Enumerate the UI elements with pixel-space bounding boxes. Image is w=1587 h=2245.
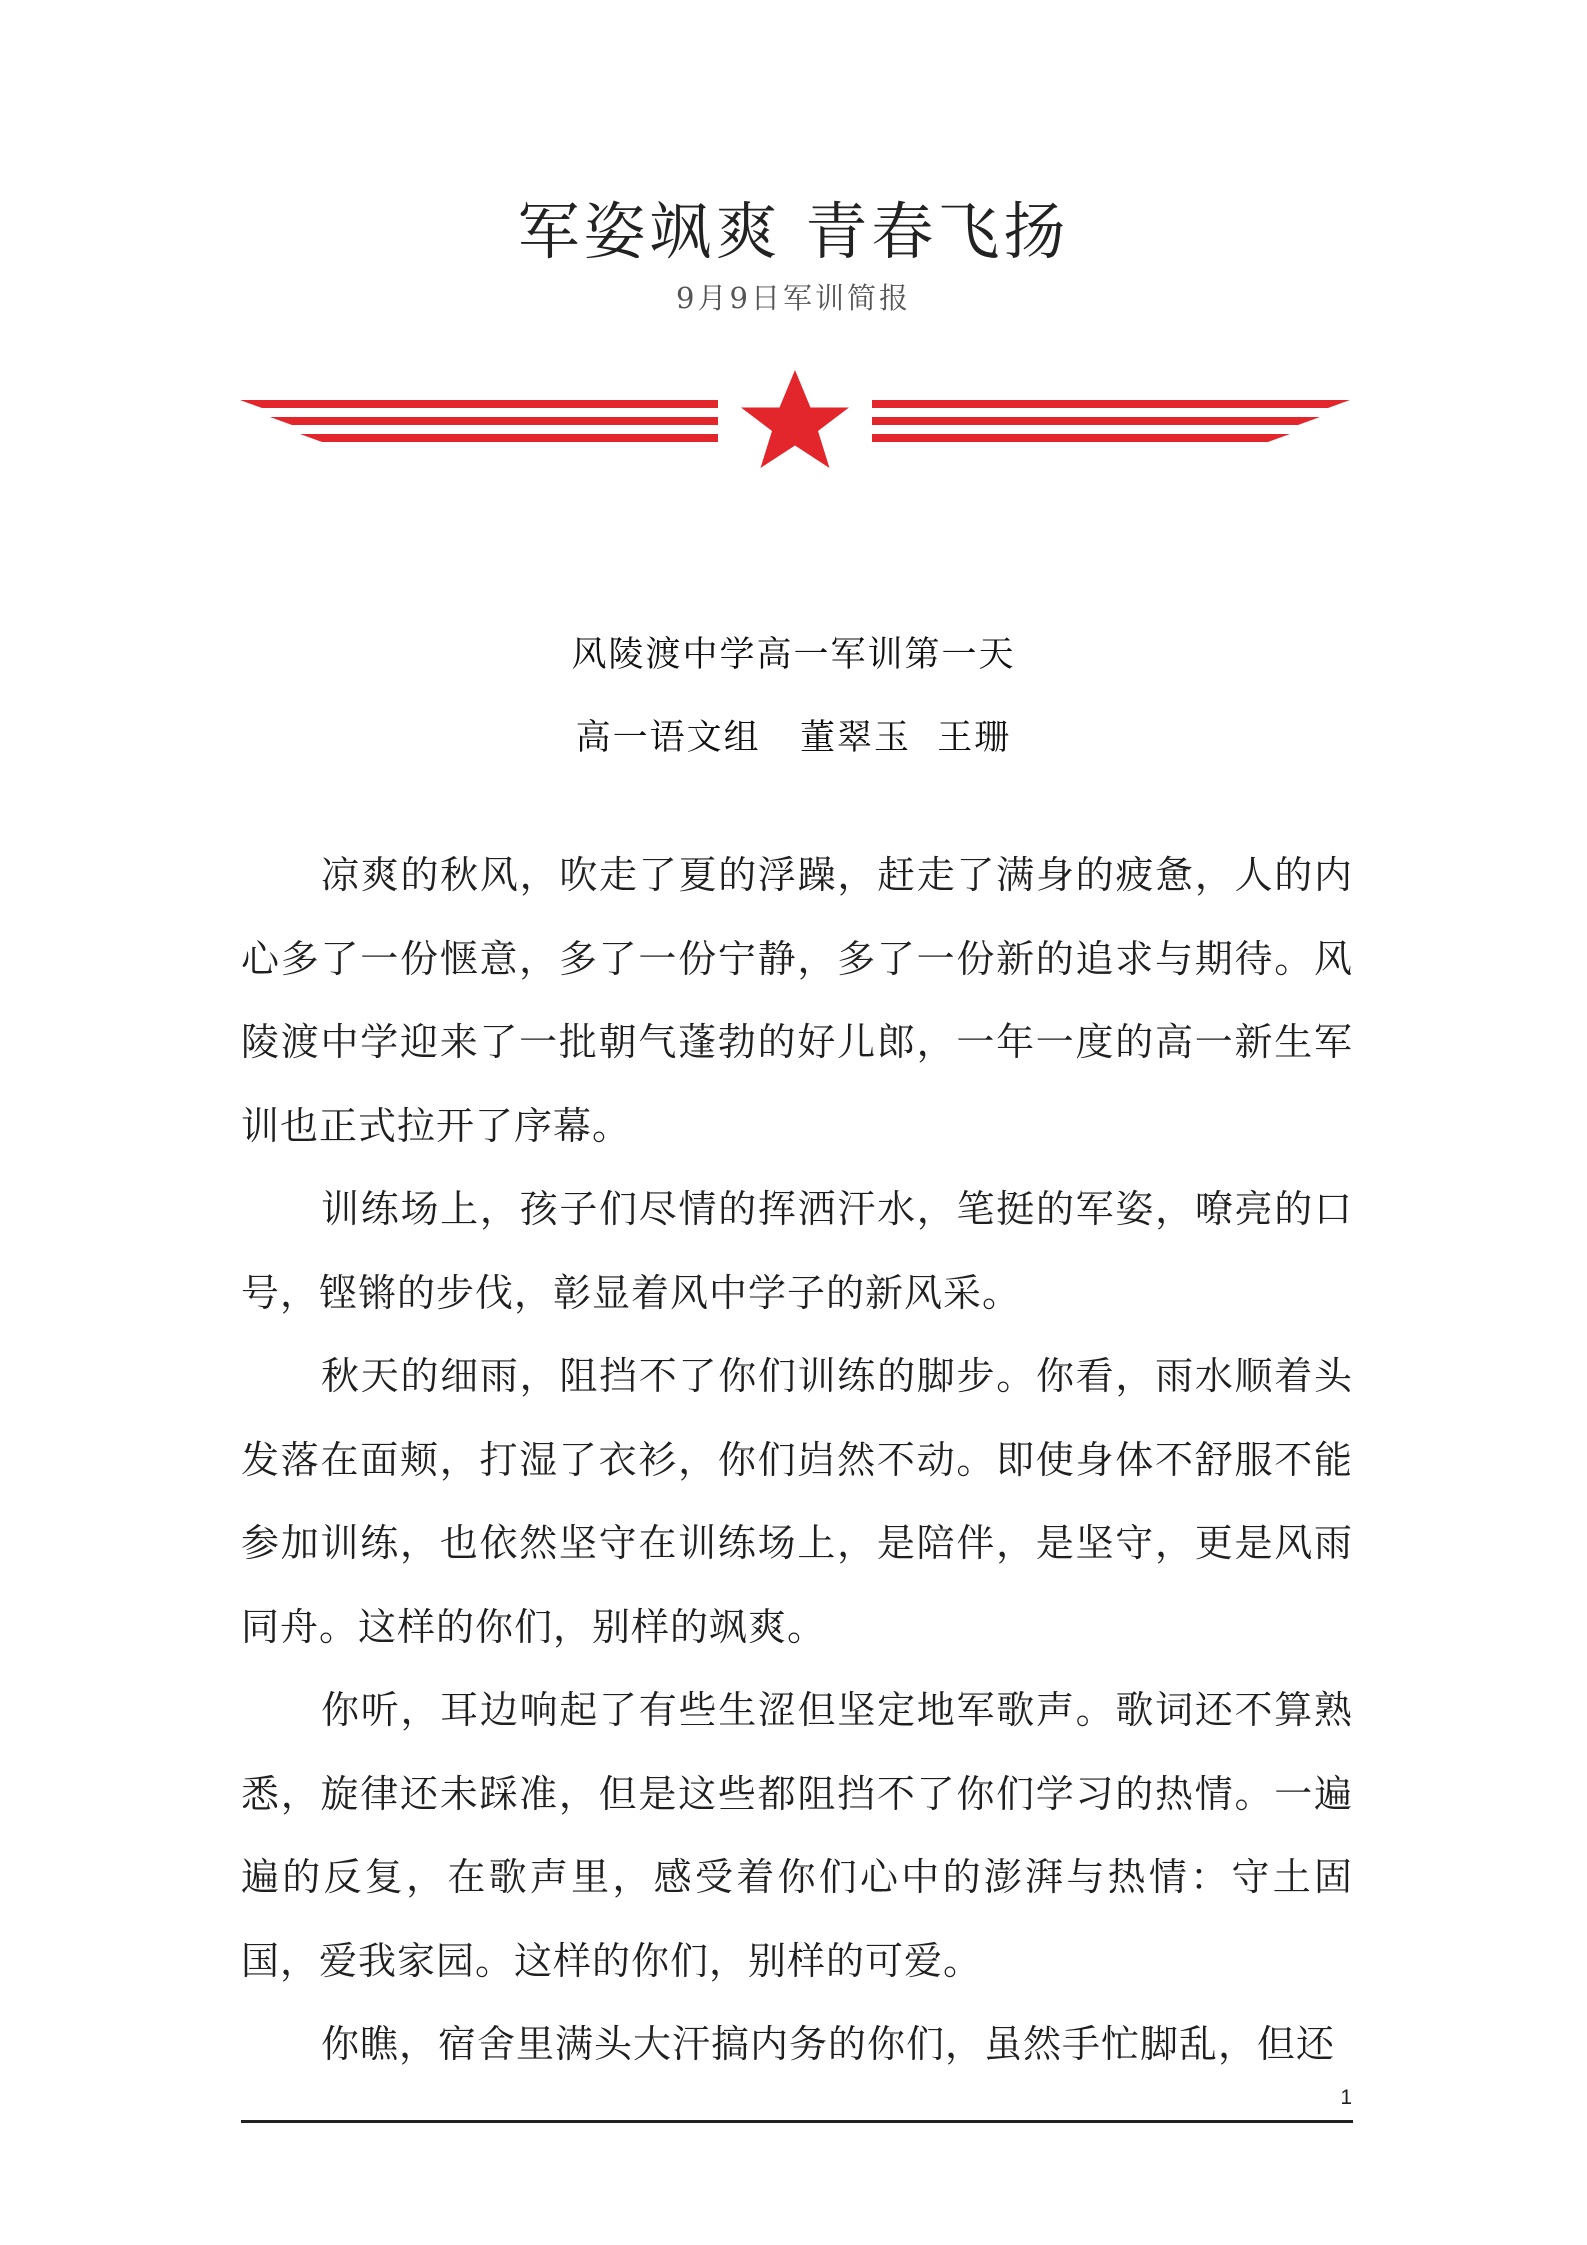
- page-title: 军姿飒爽 青春飞扬: [517, 195, 1070, 268]
- page-subtitle: 9月9日军训简报: [676, 281, 911, 315]
- paragraph: 训练场上，孩子们尽情的挥洒汗水，笔挺的军姿，嘹亮的口号，铿锵的步伐，彰显着风中学子的新风采。: [241, 1187, 1353, 1315]
- article-heading: 风陵渡中学高一军训第一天: [571, 635, 1016, 675]
- article-body: [241, 834, 1353, 2087]
- paragraph: 秋天的细雨，阻挡不了你们训练的脚步。你看，雨水顺着头发落在面颊，打湿了衣衫，你们岿然不动。即使身体不舒服不能参加训练，也依然坚守在训练场上，是陪伴，是坚守，更是风雨同舟。这样的你们，别样的飒爽。: [241, 1354, 1353, 1649]
- page-number: 1: [1340, 2086, 1352, 2109]
- red-star-wings-icon: [240, 360, 1350, 490]
- footer-divider: [241, 2120, 1353, 2123]
- paragraph: 凉爽的秋风，吹走了夏的浮躁，赶走了满身的疲惫，人的内心多了一份惬意，多了一份宁静，多了一份新的追求与期待。风陵渡中学迎来了一批朝气蓬勃的好儿郎，一年一度的高一新生军训也正式拉开了序幕。: [241, 853, 1353, 1148]
- paragraph: 你瞧，宿舍里满头大汗搞内务的你们，虽然手忙脚乱，但还: [321, 2022, 1336, 2066]
- paragraph: 你听，耳边响起了有些生涩但坚定地军歌声。歌词还不算熟悉，旋律还未踩准，但是这些都阻挡不了你们学习的热情。一遍遍的反复，在歌声里，感受着你们心中的澎湃与热情：守土固国，爱我家园。这样的你们，别样的可爱。: [241, 1688, 1353, 1983]
- article-authors: 高一语文组 董翠玉 王珊: [575, 718, 1012, 758]
